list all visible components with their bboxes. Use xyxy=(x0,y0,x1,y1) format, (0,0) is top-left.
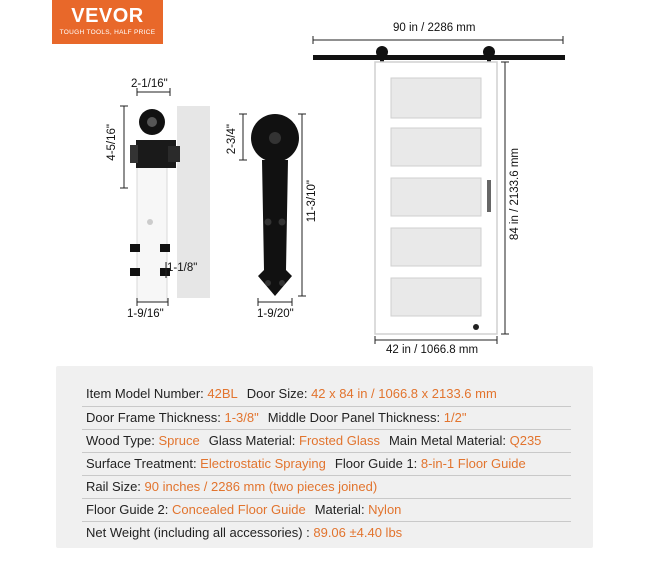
spec-label: Glass Material: xyxy=(208,433,300,448)
row-divider xyxy=(82,475,571,476)
spec-row-7 xyxy=(86,525,402,543)
spec-value: Frosted Glass xyxy=(299,433,380,448)
bolt-head xyxy=(130,244,140,252)
spec-value: Spruce xyxy=(158,433,200,448)
glass-pane-5 xyxy=(391,278,481,316)
spec-label: Material: xyxy=(314,502,369,517)
spec-row-5 xyxy=(86,479,377,497)
spec-value: 90 inches / 2286 mm (two pieces joined) xyxy=(144,479,378,494)
strap-front-view xyxy=(251,114,299,296)
glass-pane-3 xyxy=(391,178,481,216)
row-divider xyxy=(82,452,571,453)
spec-label: Item Model Number: xyxy=(86,386,208,401)
spec-row-3 xyxy=(86,433,541,451)
glass-pane-1 xyxy=(391,78,481,118)
logo-tagline: TOUGH TOOLS, HALF PRICE xyxy=(59,29,156,36)
door-height-label: 84 in / 2133.6 mm xyxy=(509,148,521,241)
hanger-gap-label: 1-1/8" xyxy=(167,262,198,274)
spec-row-6 xyxy=(86,502,401,520)
barn-door-view xyxy=(313,36,565,344)
spec-row-2 xyxy=(86,410,466,428)
specification-table xyxy=(56,366,593,548)
rail-length-label: 90 in / 2286 mm xyxy=(393,22,476,34)
strap-width-label: 1-9/20" xyxy=(257,308,294,320)
spec-value: 8-in-1 Floor Guide xyxy=(420,456,526,471)
roller-width-label: 2-1/16" xyxy=(131,78,168,90)
logo-brand: VEVOR xyxy=(71,5,144,27)
spec-value: 89.06 ±4.40 lbs xyxy=(313,525,403,540)
spec-label: Middle Door Panel Thickness: xyxy=(267,410,444,425)
strap-height-label: 11-3/10" xyxy=(306,180,318,223)
hanger-strap-side xyxy=(137,160,167,302)
spec-value: Concealed Floor Guide xyxy=(172,502,306,517)
hanger-width-label: 1-9/16" xyxy=(127,308,164,320)
spec-value: Q235 xyxy=(509,433,542,448)
spec-label: Door Frame Thickness: xyxy=(86,410,225,425)
spec-label: Main Metal Material: xyxy=(388,433,510,448)
spec-label: Door Size: xyxy=(246,386,312,401)
sliding-rail xyxy=(313,55,565,60)
spec-label: Floor Guide 1: xyxy=(334,456,421,471)
glass-pane-2 xyxy=(391,128,481,166)
spec-label: Wood Type: xyxy=(86,433,159,448)
spec-label: Floor Guide 2: xyxy=(86,502,172,517)
spec-row-4 xyxy=(86,456,526,474)
roller-height-label: 4-5/16" xyxy=(106,124,118,161)
spec-row-1 xyxy=(86,386,497,404)
strap-top-label: 2-3/4" xyxy=(226,124,238,155)
row-divider xyxy=(82,498,571,499)
row-divider xyxy=(82,429,571,430)
door-width-label: 42 in / 1066.8 mm xyxy=(386,344,479,356)
row-divider xyxy=(82,521,571,522)
glass-pane-4 xyxy=(391,228,481,266)
spec-label: Surface Treatment: xyxy=(86,456,201,471)
spec-value: Nylon xyxy=(368,502,402,517)
spec-label: Net Weight (including all accessories) : xyxy=(86,525,314,540)
row-divider xyxy=(82,406,571,407)
spec-label: Rail Size: xyxy=(86,479,145,494)
arrow-strap xyxy=(258,160,292,296)
door-handle xyxy=(487,180,491,212)
spec-value: 1/2" xyxy=(443,410,467,425)
spec-value: 42BL xyxy=(207,386,238,401)
spec-value: Electrostatic Spraying xyxy=(200,456,326,471)
spec-value: 42 x 84 in / 1066.8 x 2133.6 mm xyxy=(311,386,497,401)
spec-value: 1-3/8" xyxy=(224,410,259,425)
